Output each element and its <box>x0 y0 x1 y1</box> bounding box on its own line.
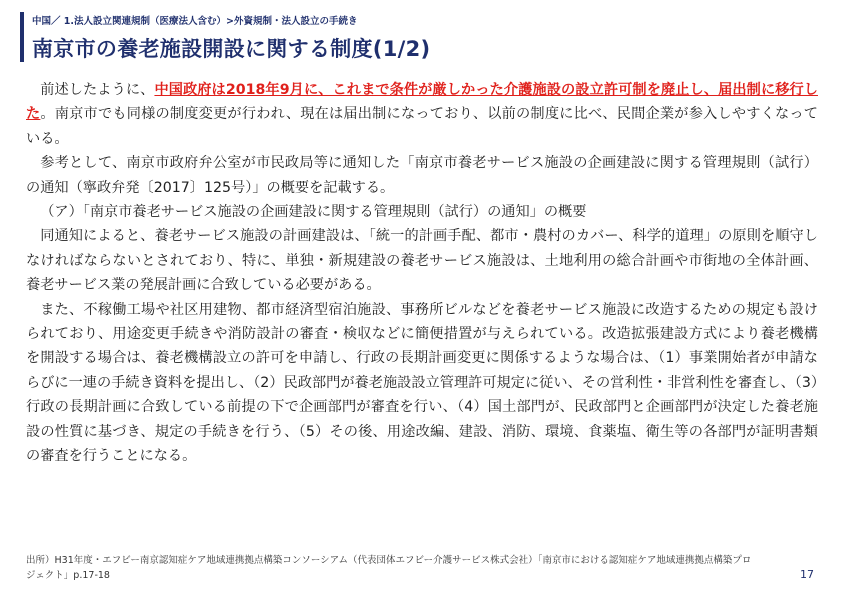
section-heading: （ア）「南京市養老サービス施設の企画建設に関する管理規則（試行）の通知」の概要 <box>40 204 587 221</box>
intro-text: 前述したように、 <box>40 82 155 98</box>
title-accent-bar <box>20 12 24 62</box>
paragraph-conversion-rules: また、不稼働工場や社区用建物、都市経済型宿泊施設、事務所ビルなどを養老サービス施設に改造するための規定も設けられており、用途変更手続きや消防設計の審査・検収などに簡便措置が与えられている。改造拡張建設方式により養老機構を開設する場合は、養老機構設立の許可を申請し、行政の長期計画変更に関係するような場合は、（1）事業開始者が申請ならびに一連の手続き資料を提出し、（2）民政部門が養老施設設立管理許可規定に従い、その営利性・非営利性を審査し、（3）行政の長期計画に合致している前提の下で企画部門が審査を行い、（4）国土部門が、民政部門と企画部門が決定した養老施設の性質に基づき、規定の手続きを行う、（5）その後、用途改編、建設、消防、環境、食薬塩、衛生等の各部門が証明書類の審査を行うことになる。 <box>26 301 818 465</box>
intro-continuation: 。南京市でも同様の制度変更が行われ、現在は届出制になっており、以前の制度に比べ、民間企業が参入しやすくなっている。 <box>26 106 818 147</box>
highlighted-statement: 中国政府は2018年9月に、これまで条件が厳しかった介護施設の設立許可制を廃止し、届出制に移行した <box>26 82 818 123</box>
breadcrumb: 中国／ 1.法人設立関連規制（医療法人含む）>外資規制・法人設立の手続き <box>32 16 358 27</box>
paragraph-intro <box>26 78 818 151</box>
body-text <box>26 78 818 469</box>
page-title: 南京市の養老施設開設に関する制度(1/2) <box>32 37 431 61</box>
paragraph-principles: 同通知によると、養老サービス施設の計画建設は、「統一的計画手配、都市・農村のカバー、科学的道理」の原則を順守しなければならないとされており、特に、単独・新規建設の養老サービス施設は、土地利用の総合計画や市街地の全体計画、養老サービス業の発展計画に合致している必要がある。 <box>26 228 818 294</box>
page-number: 17 <box>800 568 814 581</box>
source-citation: 出所）H31年度・エフビー南京認知症ケア地域連携拠点構築コンソーシアム（代表団体エフビー介護サービス株式会社）「南京市における認知症ケア地域連携拠点構築プロジェクト」p.17-18 <box>26 555 752 581</box>
paragraph-reference: 参考として、南京市政府弁公室が市民政局等に通知した「南京市養老サービス施設の企画建設に関する管理規則（試行）の通知（寧政弁発〔2017〕125号）」の概要を記載する。 <box>26 155 818 196</box>
